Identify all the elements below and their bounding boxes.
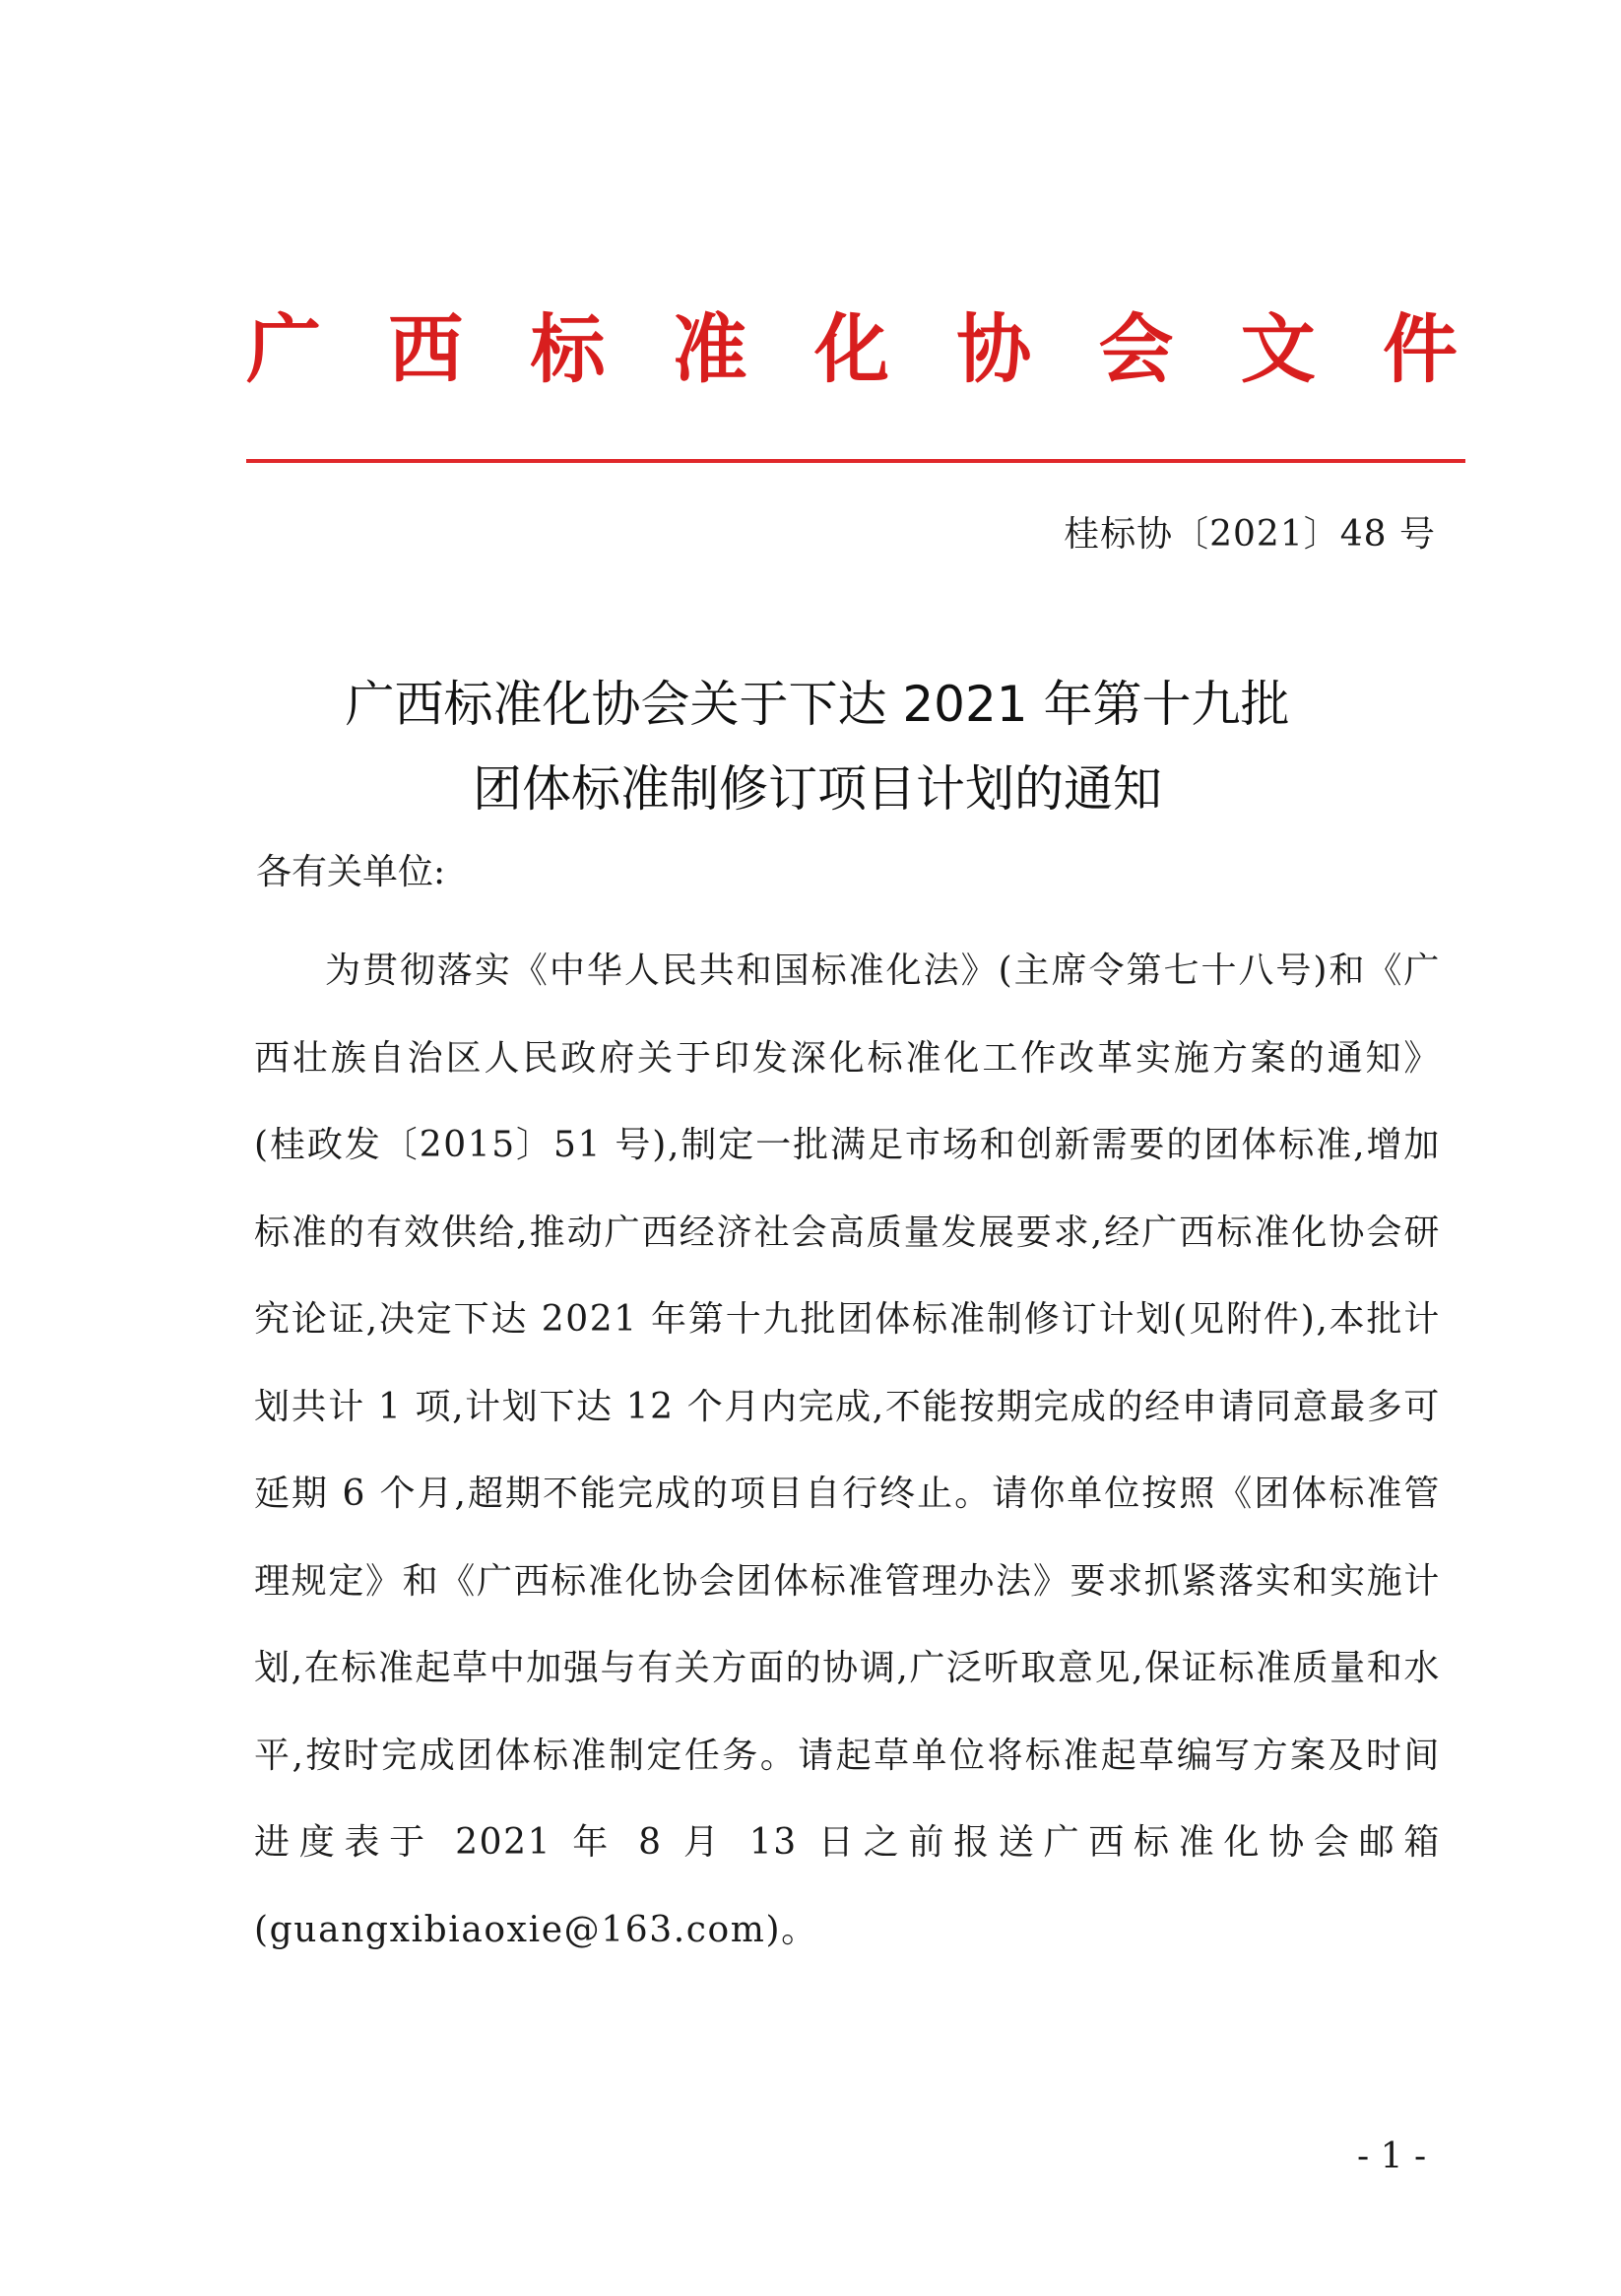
notice-title bbox=[197, 662, 1438, 831]
notice-title-line: 团体标准制修订项目计划的通知 bbox=[473, 760, 1162, 818]
header-char: 准 bbox=[672, 305, 747, 393]
header-char: 协 bbox=[956, 305, 1032, 393]
document-number: 桂标协〔2021〕48 号 bbox=[1064, 514, 1436, 555]
header-char: 西 bbox=[388, 305, 464, 393]
page-number: - 1 - bbox=[1357, 2136, 1427, 2177]
header-char: 会 bbox=[1098, 305, 1174, 393]
notice-body-paragraph: 为贯彻落实《中华人民共和国标准化法》(主席令第七十八号)和《广西壮族自治区人民政府关于印发深化标准化工作改革实施方案的通知》(桂政发〔2015〕51 号),制定一批满足市场和创新需要的团体标准,增加标准的有效供给,推动广西经济社会高质量发展要求,经广西标准化协会研究论证,决定下达 2021 年第十九批团体标准制修订计划(见附件),本批计划共计 1 项,计划下达 12 个月内完成,不能按期完成的经申请同意最多可延期 6 个月,超期不能完成的项目自行终止。请你单位按照《团体标准管理规定》和《广西标准化协会团体标准管理办法》要求抓紧落实和实施计划,在标准起草中加强与有关方面的协调,广泛听取意见,保证标准质量和水平,按时完成团体标准制定任务。请起草单位将标准起草编写方案及时间进度表于 2021 年 8 月 13 日之前报送广西标准化协会邮箱(guangxibiaoxie@163.com)。 bbox=[254, 951, 1441, 1950]
header-char: 文 bbox=[1240, 305, 1316, 393]
notice-title-line: 广西标准化协会关于下达 2021 年第十九批 bbox=[345, 676, 1290, 733]
header-char: 件 bbox=[1383, 305, 1458, 393]
header-char: 标 bbox=[530, 305, 606, 393]
red-divider-rule bbox=[246, 459, 1465, 463]
header-char: 化 bbox=[814, 305, 889, 393]
header-char: 广 bbox=[246, 305, 321, 393]
issuer-header bbox=[246, 300, 1458, 399]
salutation: 各有关单位: bbox=[256, 852, 446, 892]
